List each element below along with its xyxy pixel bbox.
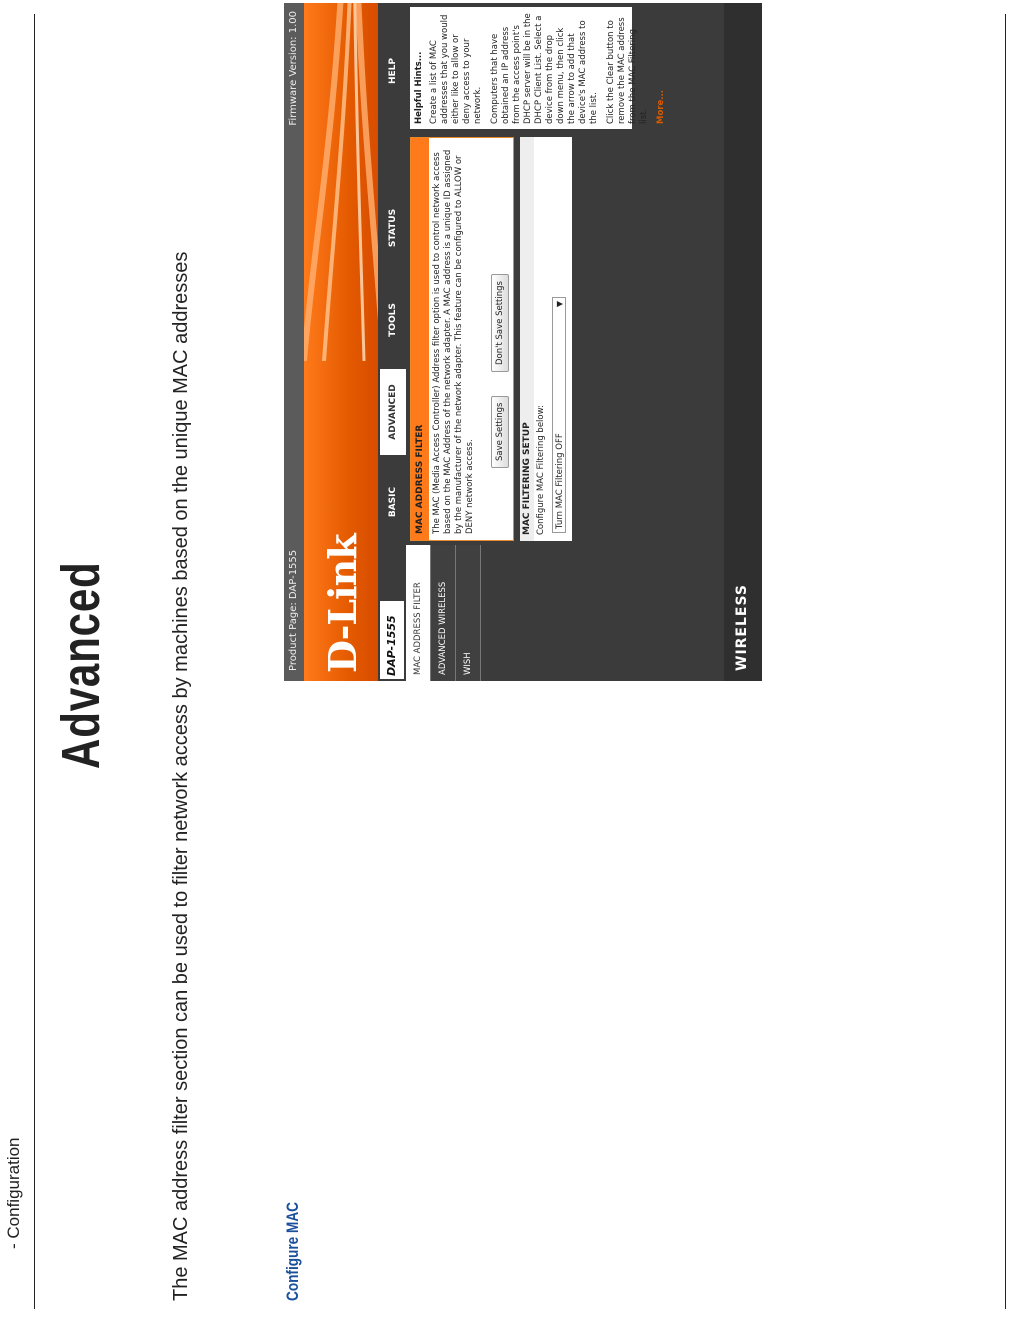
mac-filtering-select-value: Turn MAC Filtering OFF (555, 433, 565, 529)
mac-filtering-setup-panel (520, 137, 572, 541)
tab-basic[interactable]: BASIC (388, 486, 398, 518)
section-header: - Configuration (4, 1137, 23, 1249)
more-link[interactable]: More... (656, 90, 666, 124)
nav-advanced-wireless[interactable]: ADVANCED WIRELESS (431, 545, 456, 681)
tab-bar (378, 3, 406, 681)
tab-status[interactable]: STATUS (388, 208, 398, 248)
model-badge: DAP-1555 (380, 601, 404, 679)
configure-mac-label: Configure MAC (283, 1202, 302, 1301)
router-ui-screenshot (284, 3, 762, 681)
screenshot-top-bar (284, 3, 304, 681)
tab-help[interactable]: HELP (388, 58, 398, 85)
help-column (406, 3, 762, 133)
mac-filter-panel (410, 137, 514, 541)
dont-save-settings-button[interactable]: Don't Save Settings (491, 274, 509, 372)
help-paragraph-1: Create a list of MAC addresses that you would either like to allow or deny access to your network. (429, 14, 483, 124)
page-title: Advanced (51, 561, 111, 769)
main-content (406, 133, 762, 545)
mac-filter-description: The MAC (Media Access Controller) Address filter option is used to control network access based on the MAC Address of the network adapter. A MAC address is a unique ID assigned by the manufacturer of the network adapter. This feature can be configured to ALLOW or DENY network access. (432, 149, 475, 534)
bottom-rule (1005, 14, 1006, 1309)
mac-filtering-select[interactable] (552, 297, 566, 533)
top-rule (34, 14, 35, 1309)
footer-bar (724, 3, 762, 681)
wireless-footer-text: WIRELESS (734, 583, 750, 671)
nav-mac-address-filter[interactable]: MAC ADDRESS FILTER (406, 545, 431, 681)
banner-swoosh-graphic (304, 3, 378, 361)
nav-wish[interactable]: WISH (456, 545, 481, 681)
mac-filter-heading: MAC ADDRESS FILTER (411, 138, 429, 540)
firmware-version-text: Firmware Version: 1.00 (288, 11, 299, 126)
dlink-logo: D-Link (320, 534, 365, 673)
chevron-down-icon: ▼ (555, 301, 564, 308)
tab-tools[interactable]: TOOLS (388, 303, 398, 337)
help-paragraph-3: Click the Clear button to remove the MAC address from the MAC Filtering list. (606, 17, 649, 124)
side-nav (406, 545, 762, 681)
save-settings-button[interactable]: Save Settings (491, 396, 509, 468)
mac-filtering-label: Configure MAC Filtering below: (536, 405, 546, 535)
helpful-hints-panel (410, 7, 666, 129)
mac-filtering-setup-heading: MAC FILTERING SETUP (520, 137, 534, 541)
banner (304, 3, 378, 681)
product-page-text: Product Page: DAP-1555 (288, 549, 299, 671)
intro-text: The MAC address filter section can be used to filter network access by machines based on the unique MAC addresses (170, 251, 192, 1301)
help-paragraph-2: Computers that have obtained an IP address from the access point's DHCP server will be in the DHCP Client List. Select a device from the drop down menu, then click the arrow to add that device's MAC address to the list. (490, 13, 599, 124)
tab-advanced[interactable]: ADVANCED (380, 369, 406, 455)
helpful-hints-heading: Helpful Hints... (414, 51, 424, 124)
